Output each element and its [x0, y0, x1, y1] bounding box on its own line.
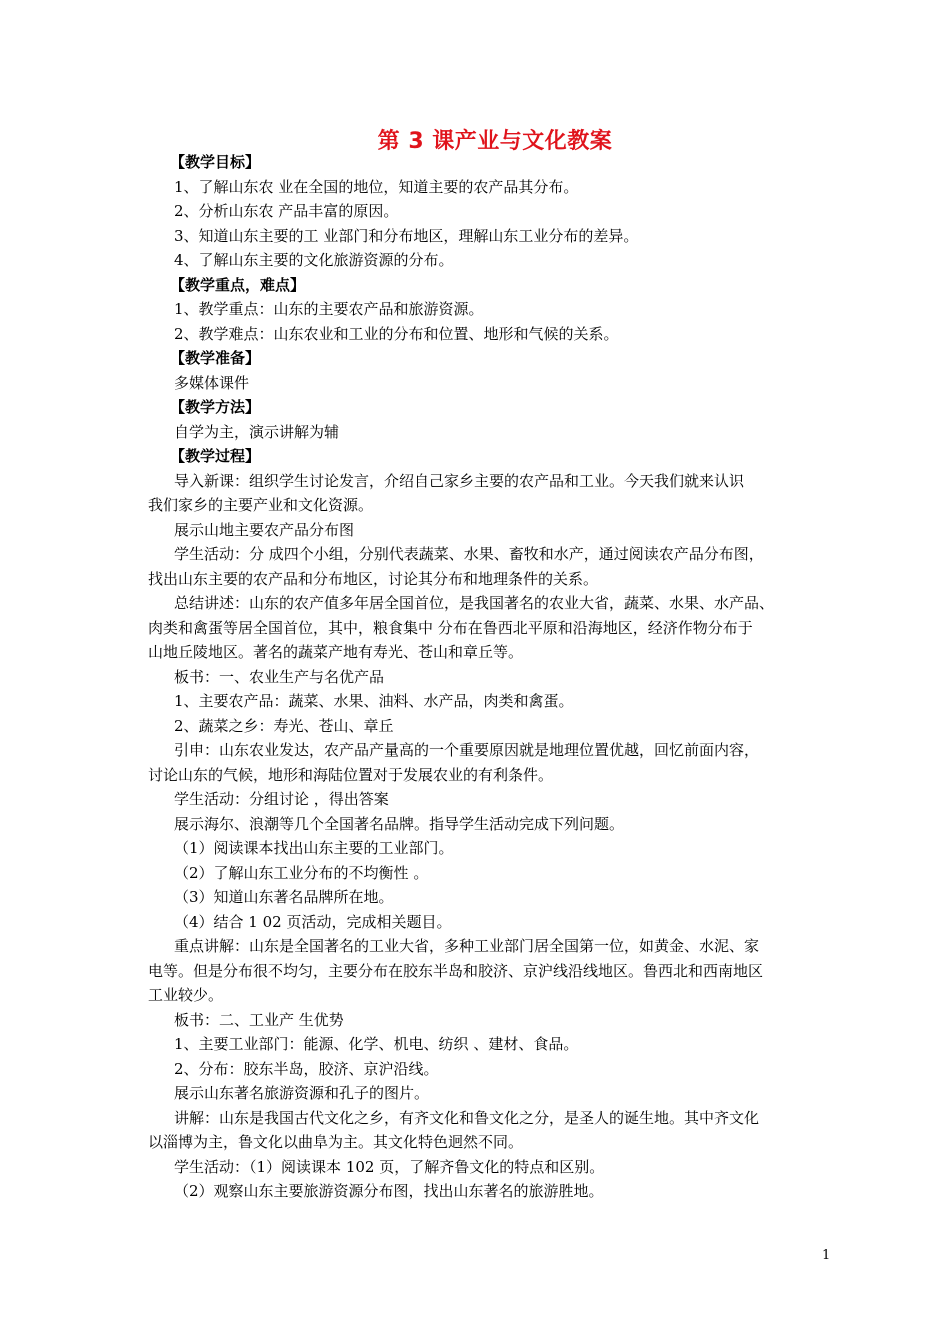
paragraph-line: 1、教学重点：山东的主要农产品和旅游资源。 [174, 300, 484, 318]
paragraph-line: 讲解：山东是我国古代文化之乡，有齐文化和鲁文化之分，是圣人的诞生地。其中齐文化 [174, 1108, 760, 1127]
paragraph-line: 引申：山东农业发达，农产品产量高的一个重要原因就是地理位置优越，回忆前面内容， [174, 741, 760, 759]
paragraph-line: 电等。但是分布很不均匀，主要分布在胶东半岛和胶济、京沪线沿线地区。鲁西北和西南地区 [148, 961, 764, 980]
paragraph-line: 讨论山东的气候，地形和海陆位置对于发展农业的有利条件。 [148, 765, 554, 784]
paragraph-line: （2）观察山东主要旅游资源分布图，找出山东著名的旅游胜地。 [174, 1182, 604, 1200]
paragraph-line: 重点讲解：山东是全国著名的工业大省，多种工业部门居全国第一位，如黄金、水泥、家 [174, 937, 760, 955]
section-heading: 【教学重点，难点】 [170, 275, 306, 294]
paragraph-line: 1、主要工业部门：能源、化学、机电、纺织 、建材、食品。 [174, 1035, 579, 1053]
section-heading: 【教学方法】 [170, 398, 261, 416]
paragraph-line: 肉类和禽蛋等居全国首位，其中，粮食集中 分布在鲁西北平原和沿海地区，经济作物分布于 [148, 618, 753, 637]
paragraph-line: 学生活动：（1）阅读课本 102 页，了解齐鲁文化的特点和区别。 [174, 1157, 605, 1176]
paragraph-line: 2、蔬菜之乡：寿光、苍山、章丘 [174, 716, 394, 735]
paragraph-line: 自学为主，演示讲解为辅 [174, 422, 340, 441]
paragraph-line: 展示山东著名旅游资源和孔子的图片。 [174, 1084, 430, 1102]
section-heading: 【教学准备】 [170, 349, 261, 367]
document-body [148, 150, 810, 1204]
paragraph-line: （2）了解山东工业分布的不均衡性 。 [174, 863, 429, 882]
paragraph-line: 2、教学难点：山东农业和工业的分布和位置、地形和气候的关系。 [174, 324, 619, 343]
paragraph-line: 3、知道山东主要的工 业部门和分布地区，理解山东工业分布的差异。 [174, 226, 639, 245]
paragraph-line: 我们家乡的主要产业和文化资源。 [148, 496, 374, 514]
paragraph-line: 找出山东主要的农产品和分布地区，讨论其分布和地理条件的关系。 [148, 569, 599, 588]
paragraph-line: 展示海尔、浪潮等几个全国著名品牌。指导学生活动完成下列问题。 [174, 814, 625, 833]
paragraph-line: （3）知道山东著名品牌所在地。 [174, 888, 394, 906]
paragraph-line: 总结讲述：山东的农产值多年居全国首位，是我国著名的农业大省，蔬菜、水果、水产品、 [174, 594, 775, 612]
paragraph-line: 学生活动：分 成四个小组，分别代表蔬菜、水果、畜牧和水产，通过阅读农产品分布图， [174, 545, 764, 563]
page-number: 1 [822, 1248, 831, 1263]
section-heading: 【教学目标】 [170, 153, 261, 171]
paragraph-line: 板书：二、工业产 生优势 [174, 1010, 344, 1029]
paragraph-line: 学生活动：分组讨论 ，得出答案 [174, 790, 389, 808]
paragraph-line: 2、分布：胶东半岛，胶济、京沪沿线。 [174, 1059, 439, 1078]
paragraph-line: 工业较少。 [148, 986, 224, 1004]
paragraph-line: 1、主要农产品：蔬菜、水果、油料、水产品，肉类和禽蛋。 [174, 692, 574, 710]
section-heading: 【教学过程】 [170, 447, 261, 465]
document-title: 第 3 课产业与文化教案 [377, 129, 613, 154]
paragraph-line: 以淄博为主，鲁文化以曲阜为主。其文化特色迥然不同。 [148, 1133, 524, 1151]
paragraph-line: 2、分析山东农 产品丰富的原因。 [174, 202, 399, 220]
paragraph-line: 多媒体课件 [174, 373, 250, 392]
paragraph-line: 4、了解山东主要的文化旅游资源的分布。 [174, 251, 454, 269]
paragraph-line: （1）阅读课本找出山东主要的工业部门。 [174, 839, 454, 857]
paragraph-line: 导入新课：组织学生讨论发言，介绍自己家乡主要的农产品和工业。今天我们就来认识 [174, 471, 745, 490]
paragraph-line: 山地丘陵地区。著名的蔬菜产地有寿光、苍山和章丘等。 [148, 643, 524, 661]
paragraph-line: （4）结合 1 02 页活动，完成相关题目。 [174, 912, 452, 931]
paragraph-line: 展示山地主要农产品分布图 [174, 520, 355, 539]
paragraph-line: 1、了解山东农 业在全国的地位，知道主要的农产品其分布。 [174, 177, 579, 196]
paragraph-line: 板书：一、农业生产与名优产品 [174, 667, 385, 686]
